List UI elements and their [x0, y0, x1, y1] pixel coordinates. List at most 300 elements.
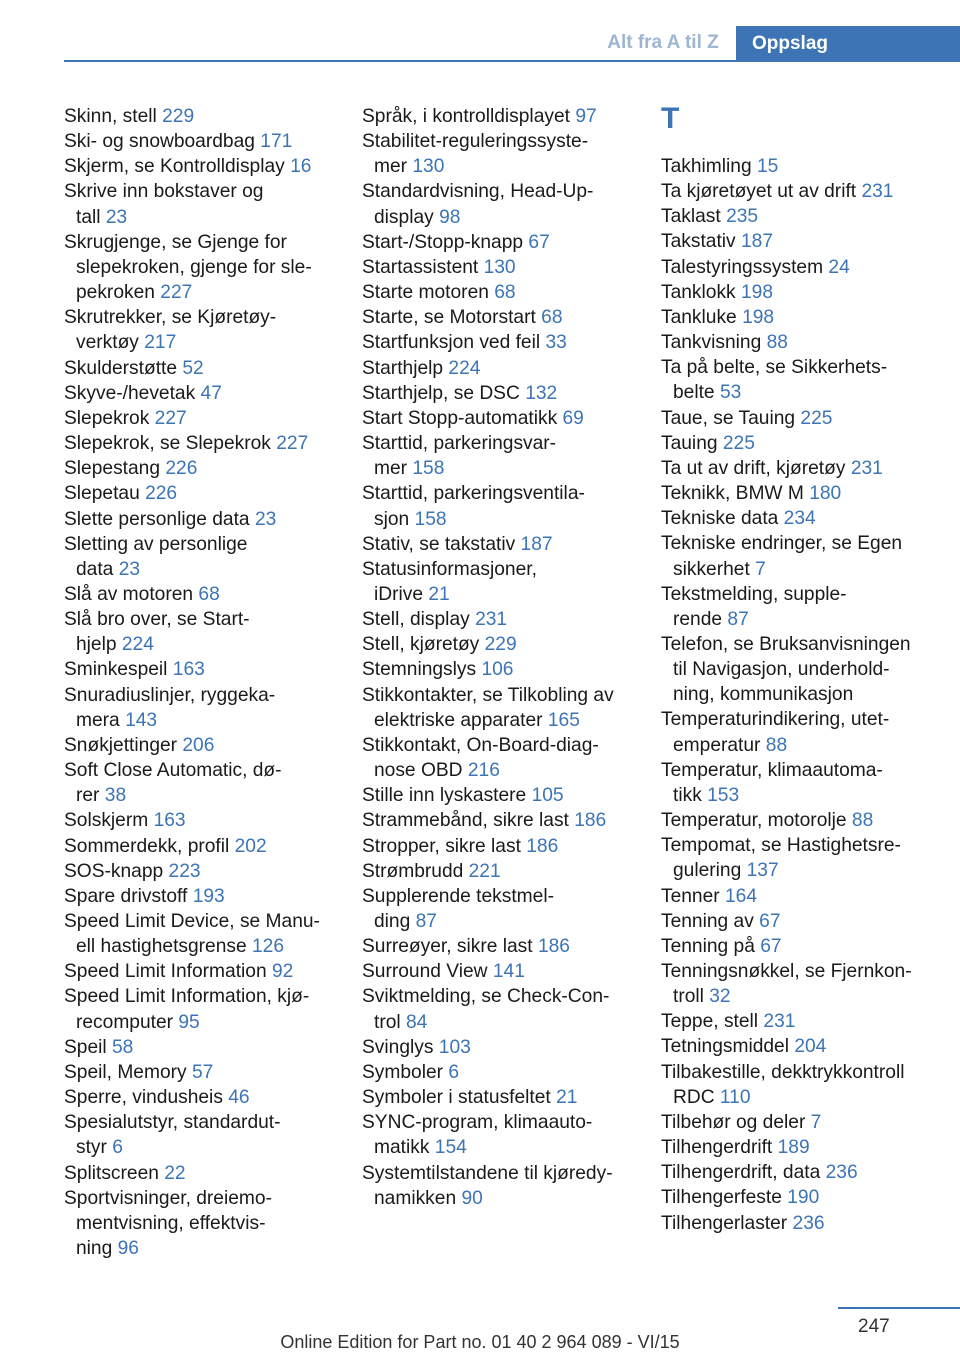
- index-entry: [661, 229, 957, 254]
- index-page-link[interactable]: 7: [755, 558, 766, 580]
- index-page-link[interactable]: 88: [766, 332, 788, 354]
- index-entry-text: Starttid, parkeringsventila-: [362, 483, 585, 505]
- index-column-2: [362, 104, 652, 1211]
- index-entry-text: Solskjerm: [64, 810, 149, 832]
- index-entry: [64, 733, 354, 758]
- index-entry: [362, 1035, 652, 1060]
- index-entry-text: Ski- og snowboardbag: [64, 131, 255, 153]
- index-letter-heading: T: [661, 102, 680, 135]
- index-page-link[interactable]: 68: [494, 282, 516, 304]
- index-entry-text: Taklast: [661, 206, 721, 228]
- index-entry: [362, 406, 652, 431]
- index-entry: [661, 959, 957, 1009]
- index-entry: [661, 758, 957, 808]
- index-entry: [661, 179, 957, 204]
- index-page-link[interactable]: 96: [117, 1238, 139, 1260]
- index-page-link[interactable]: 186: [526, 835, 559, 857]
- index-entry: [64, 683, 354, 733]
- index-entry-text: ell hastighetsgrense: [76, 936, 247, 958]
- index-entry-text: ning: [76, 1238, 113, 1260]
- index-page-link[interactable]: 90: [461, 1187, 483, 1209]
- index-page-link[interactable]: 202: [234, 835, 267, 857]
- index-entry: [64, 507, 354, 532]
- index-page-link[interactable]: 171: [260, 131, 293, 153]
- index-entry: [661, 330, 957, 355]
- header-section-title: Alt fra A til Z: [607, 32, 719, 53]
- index-entry: [64, 607, 354, 657]
- index-entry-text: nose OBD: [374, 760, 463, 782]
- index-entry-text: recomputer: [76, 1011, 174, 1033]
- index-entry: [64, 381, 354, 406]
- index-page-link[interactable]: 163: [172, 659, 205, 681]
- index-entry: [362, 834, 652, 859]
- index-entry-text: Starte motoren: [362, 282, 489, 304]
- index-entry: [661, 1009, 957, 1034]
- index-entry: [64, 959, 354, 984]
- index-entry-text: Symboler: [362, 1061, 444, 1083]
- index-entry: [362, 683, 652, 733]
- index-entry: [362, 104, 652, 129]
- index-entry: [362, 356, 652, 381]
- index-entry: [661, 833, 957, 883]
- index-entry: [64, 305, 354, 355]
- index-entry-text: Statusinformasjoner,: [362, 558, 537, 580]
- index-page-link[interactable]: 180: [809, 483, 842, 505]
- index-entry-text: Tilhengerdrift, data: [661, 1162, 821, 1184]
- index-entry-text: Slå av motoren: [64, 583, 194, 605]
- index-entry-text: pekroken: [76, 282, 155, 304]
- index-entry: [362, 230, 652, 255]
- index-entry: [661, 531, 957, 581]
- index-entry: [64, 481, 354, 506]
- index-entry: [362, 783, 652, 808]
- index-entry: [362, 607, 652, 632]
- index-entry-text: Systemtilstandene til kjøredy-: [362, 1162, 613, 1184]
- index-entry-text: hjelp: [76, 634, 117, 656]
- index-entry: [661, 1211, 957, 1236]
- index-entry-text: Strammebånd, sikre last: [362, 810, 569, 832]
- index-entry-text: iDrive: [374, 583, 424, 605]
- index-entry: [64, 532, 354, 582]
- index-entry-text: Tekstmelding, supple-: [661, 583, 847, 605]
- index-page-link[interactable]: 231: [763, 1011, 796, 1033]
- index-entry-text: slepekroken, gjenge for sle-: [76, 256, 312, 278]
- index-entry-text: display: [374, 206, 434, 228]
- index-entry-text: Temperaturindikering, utet-: [661, 709, 890, 731]
- index-entry-text: Teknikk, BMW M: [661, 483, 804, 505]
- index-page-link[interactable]: 53: [719, 382, 742, 404]
- index-page-link[interactable]: 221: [468, 860, 501, 882]
- index-entry-text: Speed Limit Device, se Manu-: [64, 911, 320, 932]
- index-entry: [64, 808, 354, 833]
- index-entry-text: Tauing: [661, 432, 718, 454]
- index-page-link[interactable]: 204: [794, 1036, 827, 1058]
- index-entry-text: namikken: [374, 1187, 457, 1209]
- index-entry: [64, 984, 354, 1034]
- index-page-link[interactable]: 231: [475, 609, 508, 631]
- index-entry: [661, 481, 957, 506]
- index-entry-text: sjon: [374, 508, 410, 530]
- index-entry-text: Skrive inn bokstaver og: [64, 181, 264, 203]
- index-page-link[interactable]: 154: [434, 1137, 467, 1159]
- index-entry-text: Surround View: [362, 961, 488, 983]
- index-page-link[interactable]: 198: [741, 281, 774, 303]
- index-page-link[interactable]: 84: [406, 1011, 428, 1033]
- index-entry-text: Ta på belte, se Sikkerhets-: [661, 357, 888, 379]
- index-entry: [661, 934, 957, 959]
- index-entry-text: Skrutrekker, se Kjøretøy-: [64, 307, 277, 329]
- index-entry-text: Stille inn lyskastere: [362, 785, 527, 807]
- index-entry: [64, 909, 354, 959]
- index-page-link[interactable]: 58: [112, 1036, 134, 1058]
- index-entry-text: Start Stopp-automatikk: [362, 407, 558, 429]
- index-page-link[interactable]: 229: [162, 106, 195, 127]
- index-entry-text: Tempomat, se Hastighetsre-: [661, 835, 901, 857]
- index-page-link[interactable]: 52: [182, 357, 204, 379]
- index-entry: [362, 808, 652, 833]
- index-page-link[interactable]: 21: [428, 583, 450, 605]
- index-entry-text: ning, kommunikasjon: [673, 684, 854, 706]
- index-entry-text: data: [76, 558, 114, 580]
- index-entry-text: Teppe, stell: [661, 1011, 759, 1033]
- index-entry-text: Stikkontakt, On-Board-diag-: [362, 734, 599, 756]
- index-entry-text: Tenner: [661, 885, 720, 907]
- index-page-link[interactable]: 130: [483, 256, 516, 278]
- index-entry-text: Stemningslys: [362, 659, 477, 681]
- index-entry: [362, 179, 652, 229]
- index-entry: [661, 909, 957, 934]
- index-page-link[interactable]: 88: [851, 810, 874, 832]
- index-entry: [64, 884, 354, 909]
- index-page-link[interactable]: 88: [765, 734, 788, 756]
- index-entry: [64, 1110, 354, 1160]
- index-entry-text: Svinglys: [362, 1036, 434, 1058]
- index-entry: [362, 657, 652, 682]
- index-entry: [362, 129, 652, 179]
- index-entry: [661, 582, 957, 632]
- index-entry-text: Symboler i statusfeltet: [362, 1087, 551, 1109]
- index-entry: [64, 1060, 354, 1085]
- index-page-link[interactable]: 47: [200, 382, 222, 404]
- index-page-link[interactable]: 187: [520, 533, 553, 555]
- index-entry-text: Snuradiuslinjer, ryggeka-: [64, 684, 276, 706]
- index-entry-text: Tilbakestille, dekktrykkontroll: [661, 1061, 905, 1083]
- index-page-link[interactable]: 92: [271, 961, 294, 983]
- index-page-link[interactable]: 206: [182, 734, 215, 756]
- index-entry-text: troll: [673, 986, 704, 1008]
- index-page-link[interactable]: 234: [783, 508, 816, 530]
- index-entry: [362, 557, 652, 607]
- index-page-link[interactable]: 158: [414, 508, 447, 530]
- index-page-link[interactable]: 137: [746, 860, 779, 882]
- index-entry-text: Stikkontakter, se Tilkobling av: [362, 684, 614, 706]
- index-page-link[interactable]: 227: [276, 433, 309, 455]
- index-page-link[interactable]: 217: [144, 332, 177, 354]
- index-page-link[interactable]: 223: [168, 860, 201, 882]
- index-page-link[interactable]: 193: [192, 885, 225, 907]
- index-entry: [64, 356, 354, 381]
- index-entry: [661, 632, 957, 707]
- index-page-link[interactable]: 165: [547, 709, 580, 731]
- index-entry: [661, 305, 957, 330]
- index-page-link[interactable]: 153: [707, 784, 740, 806]
- index-page-link[interactable]: 38: [104, 785, 127, 807]
- index-page-link[interactable]: 130: [412, 156, 445, 178]
- index-entry: [661, 1060, 957, 1110]
- index-entry: [661, 707, 957, 757]
- index-page-link[interactable]: 69: [562, 407, 584, 429]
- index-entry: [362, 934, 652, 959]
- index-entry: [661, 406, 957, 431]
- index-entry-text: Skjerm, se Kontrolldisplay: [64, 156, 285, 178]
- index-entry-text: Speil: [64, 1036, 107, 1058]
- index-page-link[interactable]: 87: [415, 911, 437, 932]
- index-page-link[interactable]: 158: [412, 458, 445, 480]
- index-page-link[interactable]: 216: [467, 760, 500, 782]
- index-entry-text: emperatur: [673, 734, 761, 756]
- index-entry-text: Stropper, sikre last: [362, 835, 521, 857]
- index-page-link[interactable]: 33: [545, 332, 567, 354]
- index-entry: [362, 381, 652, 406]
- index-entry-text: Takstativ: [661, 231, 736, 253]
- index-entry-text: Tenning av: [661, 910, 754, 932]
- index-entry: [64, 859, 354, 884]
- index-entry: [362, 255, 652, 280]
- index-page-link[interactable]: 231: [850, 457, 883, 479]
- index-page-link[interactable]: 143: [125, 709, 158, 731]
- index-page-link[interactable]: 23: [254, 508, 277, 530]
- index-entry-text: Sviktmelding, se Check-Con-: [362, 986, 610, 1008]
- index-entry-text: Speed Limit Information: [64, 961, 267, 983]
- index-column-3: [661, 104, 957, 1236]
- index-entry-text: verktøy: [76, 332, 139, 354]
- index-entry: [661, 1135, 957, 1160]
- index-entry: [64, 1035, 354, 1060]
- index-entry: [661, 1110, 957, 1135]
- index-entry-text: gulering: [673, 860, 742, 882]
- index-page-link[interactable]: 97: [575, 106, 597, 127]
- index-page-link[interactable]: 126: [252, 936, 285, 958]
- index-entry-text: Tanklokk: [661, 281, 736, 303]
- index-entry: [362, 481, 652, 531]
- index-page-link[interactable]: 105: [531, 785, 564, 807]
- index-page-link[interactable]: 106: [481, 659, 514, 681]
- index-entry: [661, 1160, 957, 1185]
- index-entry-text: Startassistent: [362, 256, 479, 278]
- index-entry-text: styr: [76, 1137, 107, 1159]
- index-entry: [362, 959, 652, 984]
- index-entry-text: SYNC-program, klimaauto-: [362, 1112, 593, 1134]
- index-entry: [362, 1085, 652, 1110]
- index-page-link[interactable]: 227: [154, 407, 187, 429]
- index-entry-text: Sportvisninger, dreiemo-: [64, 1187, 272, 1209]
- footer-rule: [838, 1307, 960, 1309]
- index-page-link[interactable]: 57: [191, 1061, 214, 1083]
- index-entry: [661, 506, 957, 531]
- index-page-link[interactable]: 227: [160, 282, 193, 304]
- index-page-link[interactable]: 132: [525, 382, 558, 404]
- index-page-link[interactable]: 21: [556, 1087, 578, 1109]
- index-entry-text: Snøkjettinger: [64, 734, 178, 756]
- index-entry-text: Tankluke: [661, 306, 737, 328]
- index-entry-text: Sminkespeil: [64, 659, 168, 681]
- index-entry-text: Ta kjøretøyet ut av drift: [661, 181, 857, 203]
- index-entry-text: Spesialutstyr, standardut-: [64, 1112, 281, 1134]
- index-page-link[interactable]: 6: [448, 1061, 460, 1083]
- index-entry-text: Slepekrok, se Slepekrok: [64, 433, 271, 455]
- index-page-link[interactable]: 226: [145, 483, 178, 505]
- index-entry-text: Stativ, se takstativ: [362, 533, 516, 555]
- index-page-link[interactable]: 67: [759, 910, 781, 932]
- index-entry-text: Sletting av personlige: [64, 533, 248, 555]
- index-page-link[interactable]: 103: [438, 1036, 471, 1058]
- index-page-link[interactable]: 224: [121, 634, 154, 656]
- index-page-link[interactable]: 186: [574, 810, 607, 832]
- index-entry-text: Speil, Memory: [64, 1061, 187, 1083]
- index-entry-text: mentvisning, effektvis-: [76, 1212, 266, 1234]
- index-entry-text: Språk, i kontrolldisplayet: [362, 106, 570, 127]
- index-entry-text: Stell, kjøretøy: [362, 634, 480, 656]
- index-entry-text: Skyve-/hevetak: [64, 382, 196, 404]
- index-entry: [64, 154, 354, 179]
- index-page-link[interactable]: 187: [740, 231, 773, 253]
- index-page-link[interactable]: 164: [725, 885, 758, 907]
- index-entry-text: Skulderstøtte: [64, 357, 178, 379]
- index-entry: [661, 884, 957, 909]
- index-page-link[interactable]: 229: [484, 634, 517, 656]
- edition-footer: Online Edition for Part no. 01 40 2 964 089 - VI/15: [280, 1332, 680, 1352]
- index-entry-text: Slepetau: [64, 483, 140, 505]
- index-entry-text: Tenning på: [661, 935, 755, 957]
- index-entry: [661, 431, 957, 456]
- index-entry: [64, 129, 354, 154]
- index-entry-text: Strømbrudd: [362, 860, 464, 882]
- index-page-link[interactable]: 32: [709, 986, 731, 1008]
- index-page-link[interactable]: 163: [153, 810, 186, 832]
- index-entry-text: Tilhengerlaster: [661, 1212, 788, 1234]
- index-page-link[interactable]: 6: [112, 1137, 123, 1159]
- index-entry-text: mera: [76, 709, 120, 731]
- index-entry-text: Sperre, vindusheis: [64, 1087, 223, 1109]
- index-entry-text: Supplerende tekstmel-: [362, 885, 554, 907]
- index-entry-text: Temperatur, motorolje: [661, 810, 847, 832]
- index-entry: [362, 330, 652, 355]
- index-page-link[interactable]: 231: [861, 181, 894, 203]
- index-entry-text: til Navigasjon, underhold-: [673, 659, 890, 681]
- index-entry-text: Surreøyer, sikre last: [362, 936, 533, 958]
- index-entry-text: matikk: [374, 1137, 430, 1159]
- index-page-link[interactable]: 15: [757, 156, 779, 177]
- index-page-link[interactable]: 87: [727, 608, 749, 630]
- index-page-link[interactable]: 110: [719, 1086, 751, 1108]
- index-entry-text: Skrugjenge, se Gjenge for: [64, 231, 287, 253]
- index-page-link[interactable]: 236: [792, 1212, 825, 1234]
- index-entry-text: Stabilitet-reguleringssyste-: [362, 131, 589, 153]
- index-entry: [64, 1186, 354, 1261]
- index-entry-text: Talestyringssystem: [661, 256, 824, 278]
- index-entry: [362, 280, 652, 305]
- index-entry: [64, 456, 354, 481]
- index-entry-text: Tankvisning: [661, 332, 762, 354]
- index-page-link[interactable]: 198: [742, 306, 775, 328]
- index-page-link[interactable]: 225: [800, 407, 833, 429]
- index-page-link[interactable]: 46: [228, 1087, 250, 1109]
- index-page-link[interactable]: 95: [178, 1011, 200, 1033]
- index-entry: [661, 1185, 957, 1210]
- index-entry-text: Slepekrok: [64, 407, 150, 429]
- index-entry-text: Tetningsmiddel: [661, 1036, 789, 1058]
- index-page-link[interactable]: 24: [828, 256, 850, 278]
- index-entry: [362, 632, 652, 657]
- index-entry: [64, 179, 354, 229]
- index-page-link[interactable]: 189: [777, 1137, 810, 1159]
- index-entry-text: Taue, se Tauing: [661, 407, 796, 429]
- index-entry-text: RDC: [673, 1086, 715, 1108]
- index-entry-text: Standardvisning, Head-Up-: [362, 181, 594, 203]
- index-entry: [64, 1161, 354, 1186]
- index-page-link[interactable]: 67: [528, 231, 550, 253]
- index-entry-text: Takhimling: [661, 156, 752, 177]
- index-page-link[interactable]: 68: [541, 307, 563, 329]
- index-entry: [661, 456, 957, 481]
- index-entry: [64, 657, 354, 682]
- index-entry-text: Starthjelp: [362, 357, 444, 379]
- index-page-link[interactable]: 7: [810, 1111, 822, 1133]
- index-page-link[interactable]: 16: [290, 156, 312, 178]
- index-entry: [661, 204, 957, 229]
- index-entry-text: SOS-knapp: [64, 860, 164, 882]
- index-entry-text: Tekniske endringer, se Egen: [661, 533, 903, 555]
- index-page-link[interactable]: 23: [118, 558, 141, 580]
- index-entry-text: belte: [673, 382, 715, 404]
- index-entry: [64, 230, 354, 305]
- index-entry-text: Temperatur, klimaautoma-: [661, 759, 883, 781]
- index-page-link[interactable]: 190: [787, 1187, 820, 1209]
- index-page-link[interactable]: 235: [726, 206, 759, 228]
- index-page-link[interactable]: 186: [537, 936, 570, 958]
- index-entry: [661, 280, 957, 305]
- index-entry-text: Slette personlige data: [64, 508, 250, 530]
- index-page-link[interactable]: 225: [722, 432, 755, 454]
- index-page-link[interactable]: 226: [165, 458, 198, 480]
- index-entry-text: Slepestang: [64, 458, 161, 480]
- index-page-link[interactable]: 224: [448, 357, 481, 379]
- header-tab-label: Oppslag: [736, 26, 960, 62]
- index-entry: [362, 532, 652, 557]
- index-page-link[interactable]: 67: [760, 935, 782, 957]
- index-entry: [661, 808, 957, 833]
- index-entry-text: sikkerhet: [673, 558, 750, 580]
- index-page-link[interactable]: 68: [198, 583, 220, 605]
- index-entry-text: mer: [374, 458, 408, 480]
- index-entry-text: Telefon, se Bruksanvisningen: [661, 633, 911, 655]
- index-entry: [362, 1110, 652, 1160]
- index-entry-text: rende: [673, 608, 723, 630]
- index-entry-text: Soft Close Automatic, dø-: [64, 760, 282, 782]
- index-page-link[interactable]: 23: [105, 206, 128, 228]
- index-entry: [661, 1034, 957, 1059]
- index-entry: [661, 154, 957, 179]
- index-page-link[interactable]: 22: [164, 1162, 186, 1184]
- index-entry: [64, 582, 354, 607]
- index-page-link[interactable]: 236: [825, 1162, 858, 1184]
- index-page-link[interactable]: 141: [492, 961, 525, 983]
- index-entry-text: Tilbehør og deler: [661, 1111, 806, 1133]
- index-page-link[interactable]: 98: [439, 206, 461, 228]
- index-entry-text: Starttid, parkeringsvar-: [362, 433, 557, 455]
- index-entry: [64, 406, 354, 431]
- index-entry-text: tikk: [673, 784, 702, 806]
